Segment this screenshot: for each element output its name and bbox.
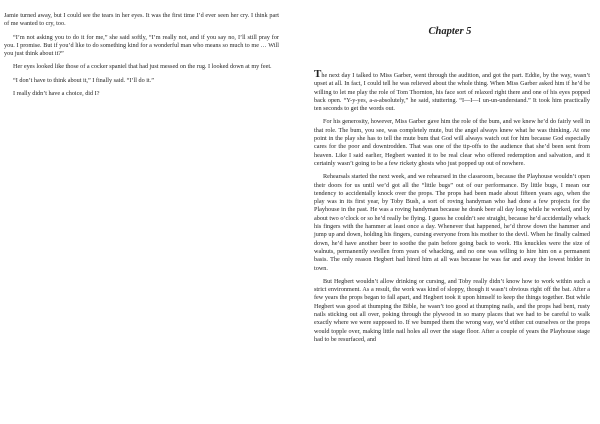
paragraph: Jamie turned away, but I could see the tears in her eyes. It was the first time I’d ever seen her cry. I think part of me wanted to cry, too. <box>4 12 279 28</box>
paragraph: Rehearsals started the next week, and we rehearsed in the classroom, because the Playhouse wouldn’t open their doors for us until we’d got all the “little bugs” out of our performance. By little bugs, I mean our tendency to accidentally knock over the props. The props had been made about fifteen years ago, when the play was in its first year, by Toby Bush, a sort of roving handyman who had done a few projects for the Playhouse in the past. He was a roving handyman because he drank beer all day long while he worked, and by about two o’clock or so he’d really be flying. I guess he couldn’t see straight, because he’d accidentally whack his fingers with the hammer at least once a day. Whenever that happened, he’d throw down the hammer and jump up and down, holding his fingers, cursing everyone from his mother to the devil. When he finally calmed down, he’d have another beer to soothe the pain before going back to work. His knuckles were the size of walnuts, permanently swollen from years of whacking, and no one was willing to hire him on a permanent basis. The only reason Hegbert had hired him at all was because he was far and away the lowest bidder in town. <box>314 173 590 272</box>
left-page-text <box>4 12 279 103</box>
paragraph: “I don’t have to think about it,” I finally said. “I’ll do it.” <box>13 76 154 84</box>
paragraph: For his generosity, however, Miss Garber gave him the role of the bum, and we knew he’d do fairly well in that role. The bum, you see, was completely mute, but the angel always knew what he was thinking. At one point in the play she has to tell the mute bum that God will always watch out for him because God especially cares for the poor and downtrodden. That was one of the tip-offs to the audience that she’d been sent from heaven. Like I said earlier, Hegbert wanted it to be real clear who offered redemption and salvation, and it certainly wasn’t going to be a few rickety ghosts who just popped up out of nowhere. <box>314 118 590 167</box>
paragraph: I really didn’t have a choice, did I? <box>13 90 100 98</box>
right-page-text <box>314 70 590 349</box>
opening-paragraph <box>314 70 590 113</box>
chapter-title: Chapter 5 <box>428 26 472 37</box>
paragraph: But Hegbert wouldn’t allow drinking or cursing, and Toby really didn’t know how to work within such a strict environment. As a result, the work was kind of sloppy, though it wasn’t obvious right off the bat. After a few years the props began to fall apart, and Hegbert took it upon himself to keep the things together. But while Hegbert was good at thumping the Bible, he wasn’t too good at thumping nails, and the props had bent, rusty nails sticking out all over, poking through the plywood in so many places that we had to be careful to walk exactly where we were supposed to. If we bumped them the wrong way, we’d either cut ourselves or the props would topple over, making little nail holes all over the stage floor. After a couple of years the Playhouse stage had to be resurfaced, and <box>314 277 590 343</box>
paragraph: Her eyes looked like those of a cocker spaniel that had just messed on the rug. I looked down at my feet. <box>13 63 272 71</box>
drop-cap: T <box>314 68 322 80</box>
paragraph: “I’m not asking you to do it for me,” she said softly, “I’m really not, and if you say no, I’ll still pray for you. I promise. But if you’d like to do something kind for a wonderful man who means so much to me … Will you just think about it?” <box>4 33 279 58</box>
opening-paragraph-text: he next day I talked to Miss Garber, went through the audition, and got the part. Eddie, by the way, wasn’t upset at all. In fact, I could tell he was relieved about the whole thing. When Miss Garber asked him if he’d be willing to let me play the role of Tom Thornton, his face sort of relaxed right there and one of his eyes popped back open. “Y-y-yes, a-a-absolutely,” he said, stuttering. “I—I—I un-un-understand.” It took him practically ten seconds to get the words out. <box>314 72 590 113</box>
right-page <box>300 0 600 424</box>
